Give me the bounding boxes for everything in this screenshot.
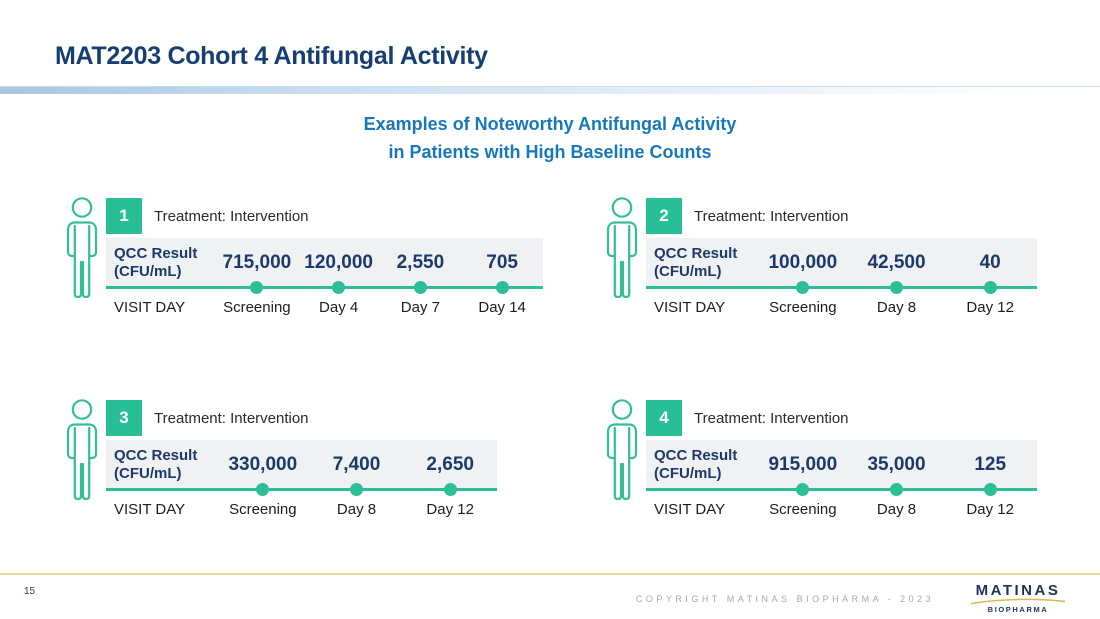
visit-day-label: VISIT DAY: [114, 501, 186, 518]
timeline-dots-row: [106, 483, 497, 496]
visit-label: Day 8: [336, 501, 377, 518]
timeline-dot-column: [850, 281, 944, 294]
timeline-dot-column: [461, 281, 543, 294]
visit-label: Day 12: [966, 501, 1014, 518]
timeline-dot: [444, 483, 457, 496]
timeline-dot: [332, 281, 345, 294]
patient-number-badge: 4: [646, 400, 682, 436]
visit-day-label: VISIT DAY: [114, 299, 186, 316]
qcc-result-label: QCC Result (CFU/mL): [114, 245, 198, 280]
timeline-dot: [984, 281, 997, 294]
qcc-value: 35,000: [867, 454, 926, 475]
visit-label: Screening: [769, 501, 837, 518]
treatment-label: Treatment: Intervention: [694, 207, 849, 225]
qcc-value: 915,000: [768, 454, 838, 475]
timeline-dot-column: [943, 483, 1037, 496]
qcc-value: 100,000: [768, 252, 838, 273]
visit-row: [106, 501, 497, 518]
timeline-dots-row: [106, 281, 543, 294]
logo-subtitle: BIOPHARMA: [987, 605, 1049, 614]
timeline-dot: [250, 281, 263, 294]
qcc-result-label: QCC Result (CFU/mL): [654, 245, 738, 280]
patient-number-badge: 1: [106, 198, 142, 234]
page-number: 15: [24, 586, 36, 597]
subtitle-line-1: Examples of Noteworthy Antifungal Activity: [363, 114, 737, 134]
title-divider-gradient: [0, 86, 1100, 94]
panel-content: [106, 194, 543, 316]
treatment-row: [106, 396, 497, 440]
timeline-dot: [256, 483, 269, 496]
qcc-value: 42,500: [867, 252, 926, 273]
treatment-label: Treatment: Intervention: [154, 207, 309, 225]
person-icon: [62, 398, 102, 504]
visit-day-label: VISIT DAY: [654, 501, 726, 518]
logo-swoosh-icon: [968, 598, 1068, 605]
panel-content: [646, 194, 1037, 316]
qcc-value: 715,000: [222, 252, 292, 273]
qcc-value: 705: [486, 252, 518, 273]
visit-label: Screening: [229, 501, 297, 518]
timeline-dot: [496, 281, 509, 294]
qcc-value: 7,400: [332, 454, 381, 475]
treatment-row: [646, 396, 1037, 440]
slide-subtitle: [0, 110, 1100, 166]
patient-panel-4: [602, 396, 1037, 518]
page-title: MAT2203 Cohort 4 Antifungal Activity: [55, 42, 488, 70]
patient-number-badge: 2: [646, 198, 682, 234]
qcc-value: 330,000: [228, 454, 298, 475]
timeline-dot-column: [216, 281, 298, 294]
matinas-logo: [966, 582, 1070, 614]
visit-label: Day 12: [966, 299, 1014, 316]
treatment-row: [646, 194, 1037, 238]
person-icon: [62, 196, 102, 302]
qcc-value: 2,550: [396, 252, 445, 273]
visit-label: Screening: [769, 299, 837, 316]
timeline-spacer: [106, 483, 216, 496]
treatment-label: Treatment: Intervention: [154, 409, 309, 427]
treatment-label: Treatment: Intervention: [694, 409, 849, 427]
timeline-dot-column: [403, 483, 497, 496]
timeline-dot: [796, 483, 809, 496]
visit-label: Day 8: [876, 501, 917, 518]
logo-wordmark: MATINAS: [975, 582, 1061, 599]
person-icon-column: [62, 396, 104, 518]
timeline: [106, 281, 543, 295]
timeline-dot: [414, 281, 427, 294]
panel-content: [106, 396, 497, 518]
qcc-values-row: [216, 252, 543, 274]
copyright-text: COPYRIGHT MATINAS BIOPHARMA - 2023: [635, 594, 935, 604]
visit-label: Screening: [223, 299, 291, 316]
panel-content: [646, 396, 1037, 518]
subtitle-line-2: in Patients with High Baseline Counts: [388, 142, 712, 162]
visit-label: Day 14: [478, 299, 526, 316]
timeline-dot: [890, 281, 903, 294]
person-icon-column: [62, 194, 104, 316]
person-icon: [602, 196, 642, 302]
timeline-dot-column: [216, 483, 310, 496]
visit-day-label: VISIT DAY: [654, 299, 726, 316]
qcc-value: 125: [974, 454, 1007, 475]
timeline-spacer: [646, 281, 756, 294]
qcc-result-label: QCC Result (CFU/mL): [114, 447, 198, 482]
timeline-dots-row: [646, 483, 1037, 496]
person-icon-column: [602, 194, 644, 316]
timeline-dot: [796, 281, 809, 294]
visit-label: Day 4: [319, 299, 359, 316]
patient-panel-2: [602, 194, 1037, 316]
qcc-value: 2,650: [426, 454, 474, 475]
qcc-values-row: [756, 252, 1037, 274]
person-icon-column: [602, 396, 644, 518]
visit-row: [646, 501, 1037, 518]
patient-number-badge: 3: [106, 400, 142, 436]
timeline-dot-column: [850, 483, 944, 496]
qcc-value: 120,000: [304, 252, 373, 273]
timeline-dots-row: [646, 281, 1037, 294]
timeline-dot: [350, 483, 363, 496]
visit-label: Day 7: [400, 299, 440, 316]
timeline-dot: [984, 483, 997, 496]
patient-panel-3: [62, 396, 497, 518]
footer-gold-line: [0, 573, 1100, 575]
timeline-dot-column: [310, 483, 404, 496]
visit-row: [646, 299, 1037, 316]
timeline-dot-column: [380, 281, 462, 294]
timeline: [646, 483, 1037, 497]
patient-panel-1: [62, 194, 543, 316]
visit-row: [106, 299, 543, 316]
timeline-dot-column: [298, 281, 380, 294]
qcc-values-row: [756, 454, 1037, 476]
visit-label: Day 8: [876, 299, 917, 316]
timeline: [646, 281, 1037, 295]
timeline-spacer: [646, 483, 756, 496]
qcc-value: 40: [979, 252, 1001, 273]
visit-label: Day 12: [426, 501, 474, 518]
person-icon: [602, 398, 642, 504]
qcc-result-label: QCC Result (CFU/mL): [654, 447, 738, 482]
timeline-spacer: [106, 281, 216, 294]
timeline-dot: [890, 483, 903, 496]
timeline-dot-column: [756, 281, 850, 294]
timeline-dot-column: [943, 281, 1037, 294]
timeline-dot-column: [756, 483, 850, 496]
timeline: [106, 483, 497, 497]
treatment-row: [106, 194, 543, 238]
qcc-values-row: [216, 454, 497, 476]
